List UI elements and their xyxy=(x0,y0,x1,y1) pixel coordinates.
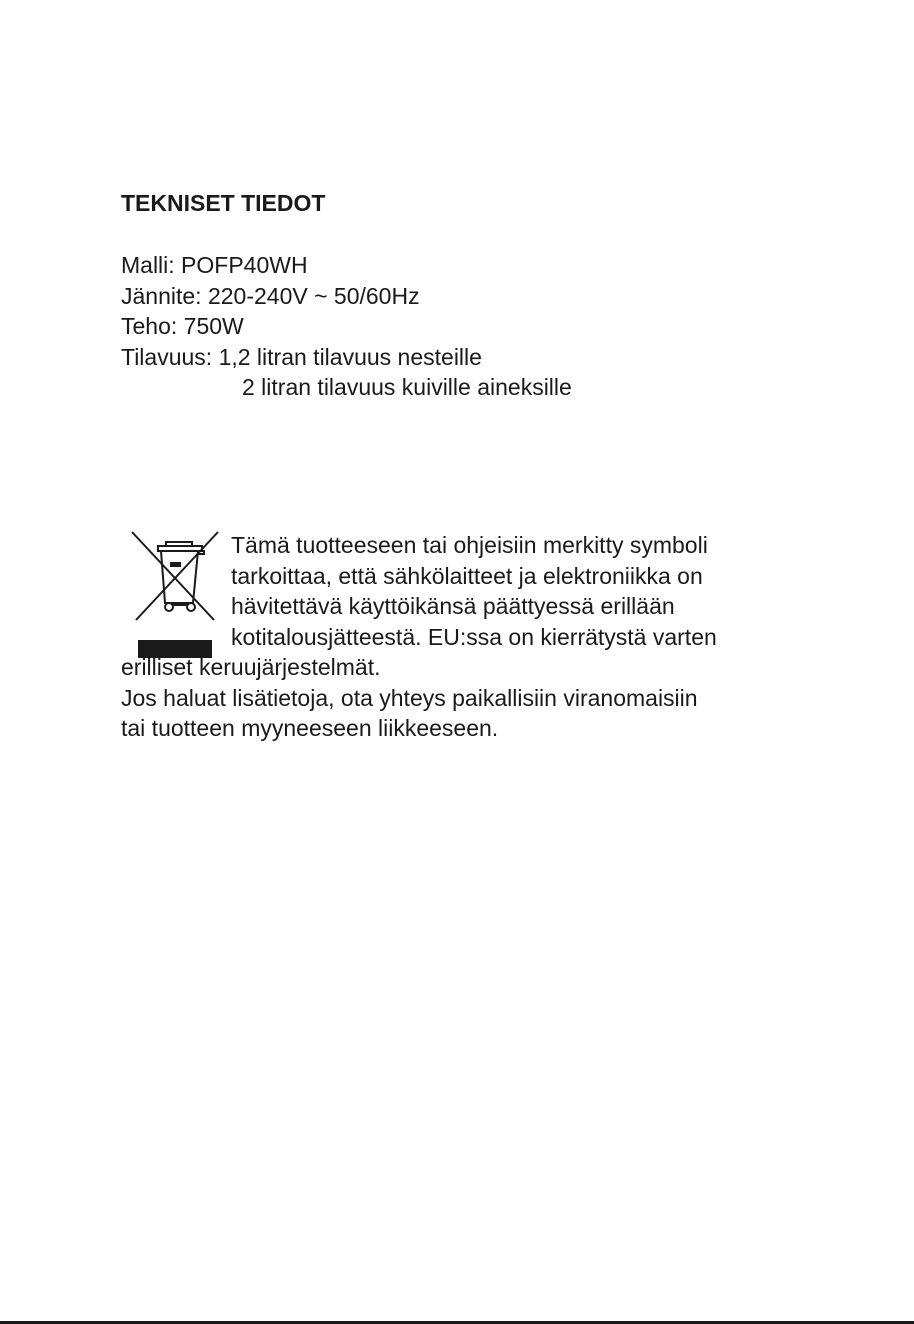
section-heading: TEKNISET TIEDOT xyxy=(121,190,326,216)
weee-line: hävitettävä käyttöikänsä päättyessä erillään xyxy=(231,593,675,619)
spec-capacity-liquid: Tilavuus: 1,2 litran tilavuus nesteille xyxy=(121,343,482,370)
spec-voltage: Jännite: 220-240V ~ 50/60Hz xyxy=(121,282,420,309)
weee-line: Jos haluat lisätietoja, ota yhteys paikallisiin viranomaisiin xyxy=(121,684,698,711)
spec-power: Teho: 750W xyxy=(121,313,244,339)
weee-line: Tämä tuotteeseen tai ohjeisiin merkitty symboli xyxy=(231,532,708,558)
weee-line: erilliset keruujärjestelmät. xyxy=(121,654,381,680)
spec-model: Malli: POFP40WH xyxy=(121,252,308,278)
specs-list xyxy=(121,250,572,403)
weee-line: tai tuotteen myyneeseen liikkeeseen. xyxy=(121,715,499,741)
weee-line: tarkoittaa, että sähkölaitteet ja elektroniikka on xyxy=(231,562,703,589)
spec-capacity-dry: 2 litran tilavuus kuiville aineksille xyxy=(242,374,572,400)
weee-notice xyxy=(121,530,801,744)
weee-line: kotitalousjätteestä. EU:ssa on kierrätystä varten xyxy=(231,623,717,650)
